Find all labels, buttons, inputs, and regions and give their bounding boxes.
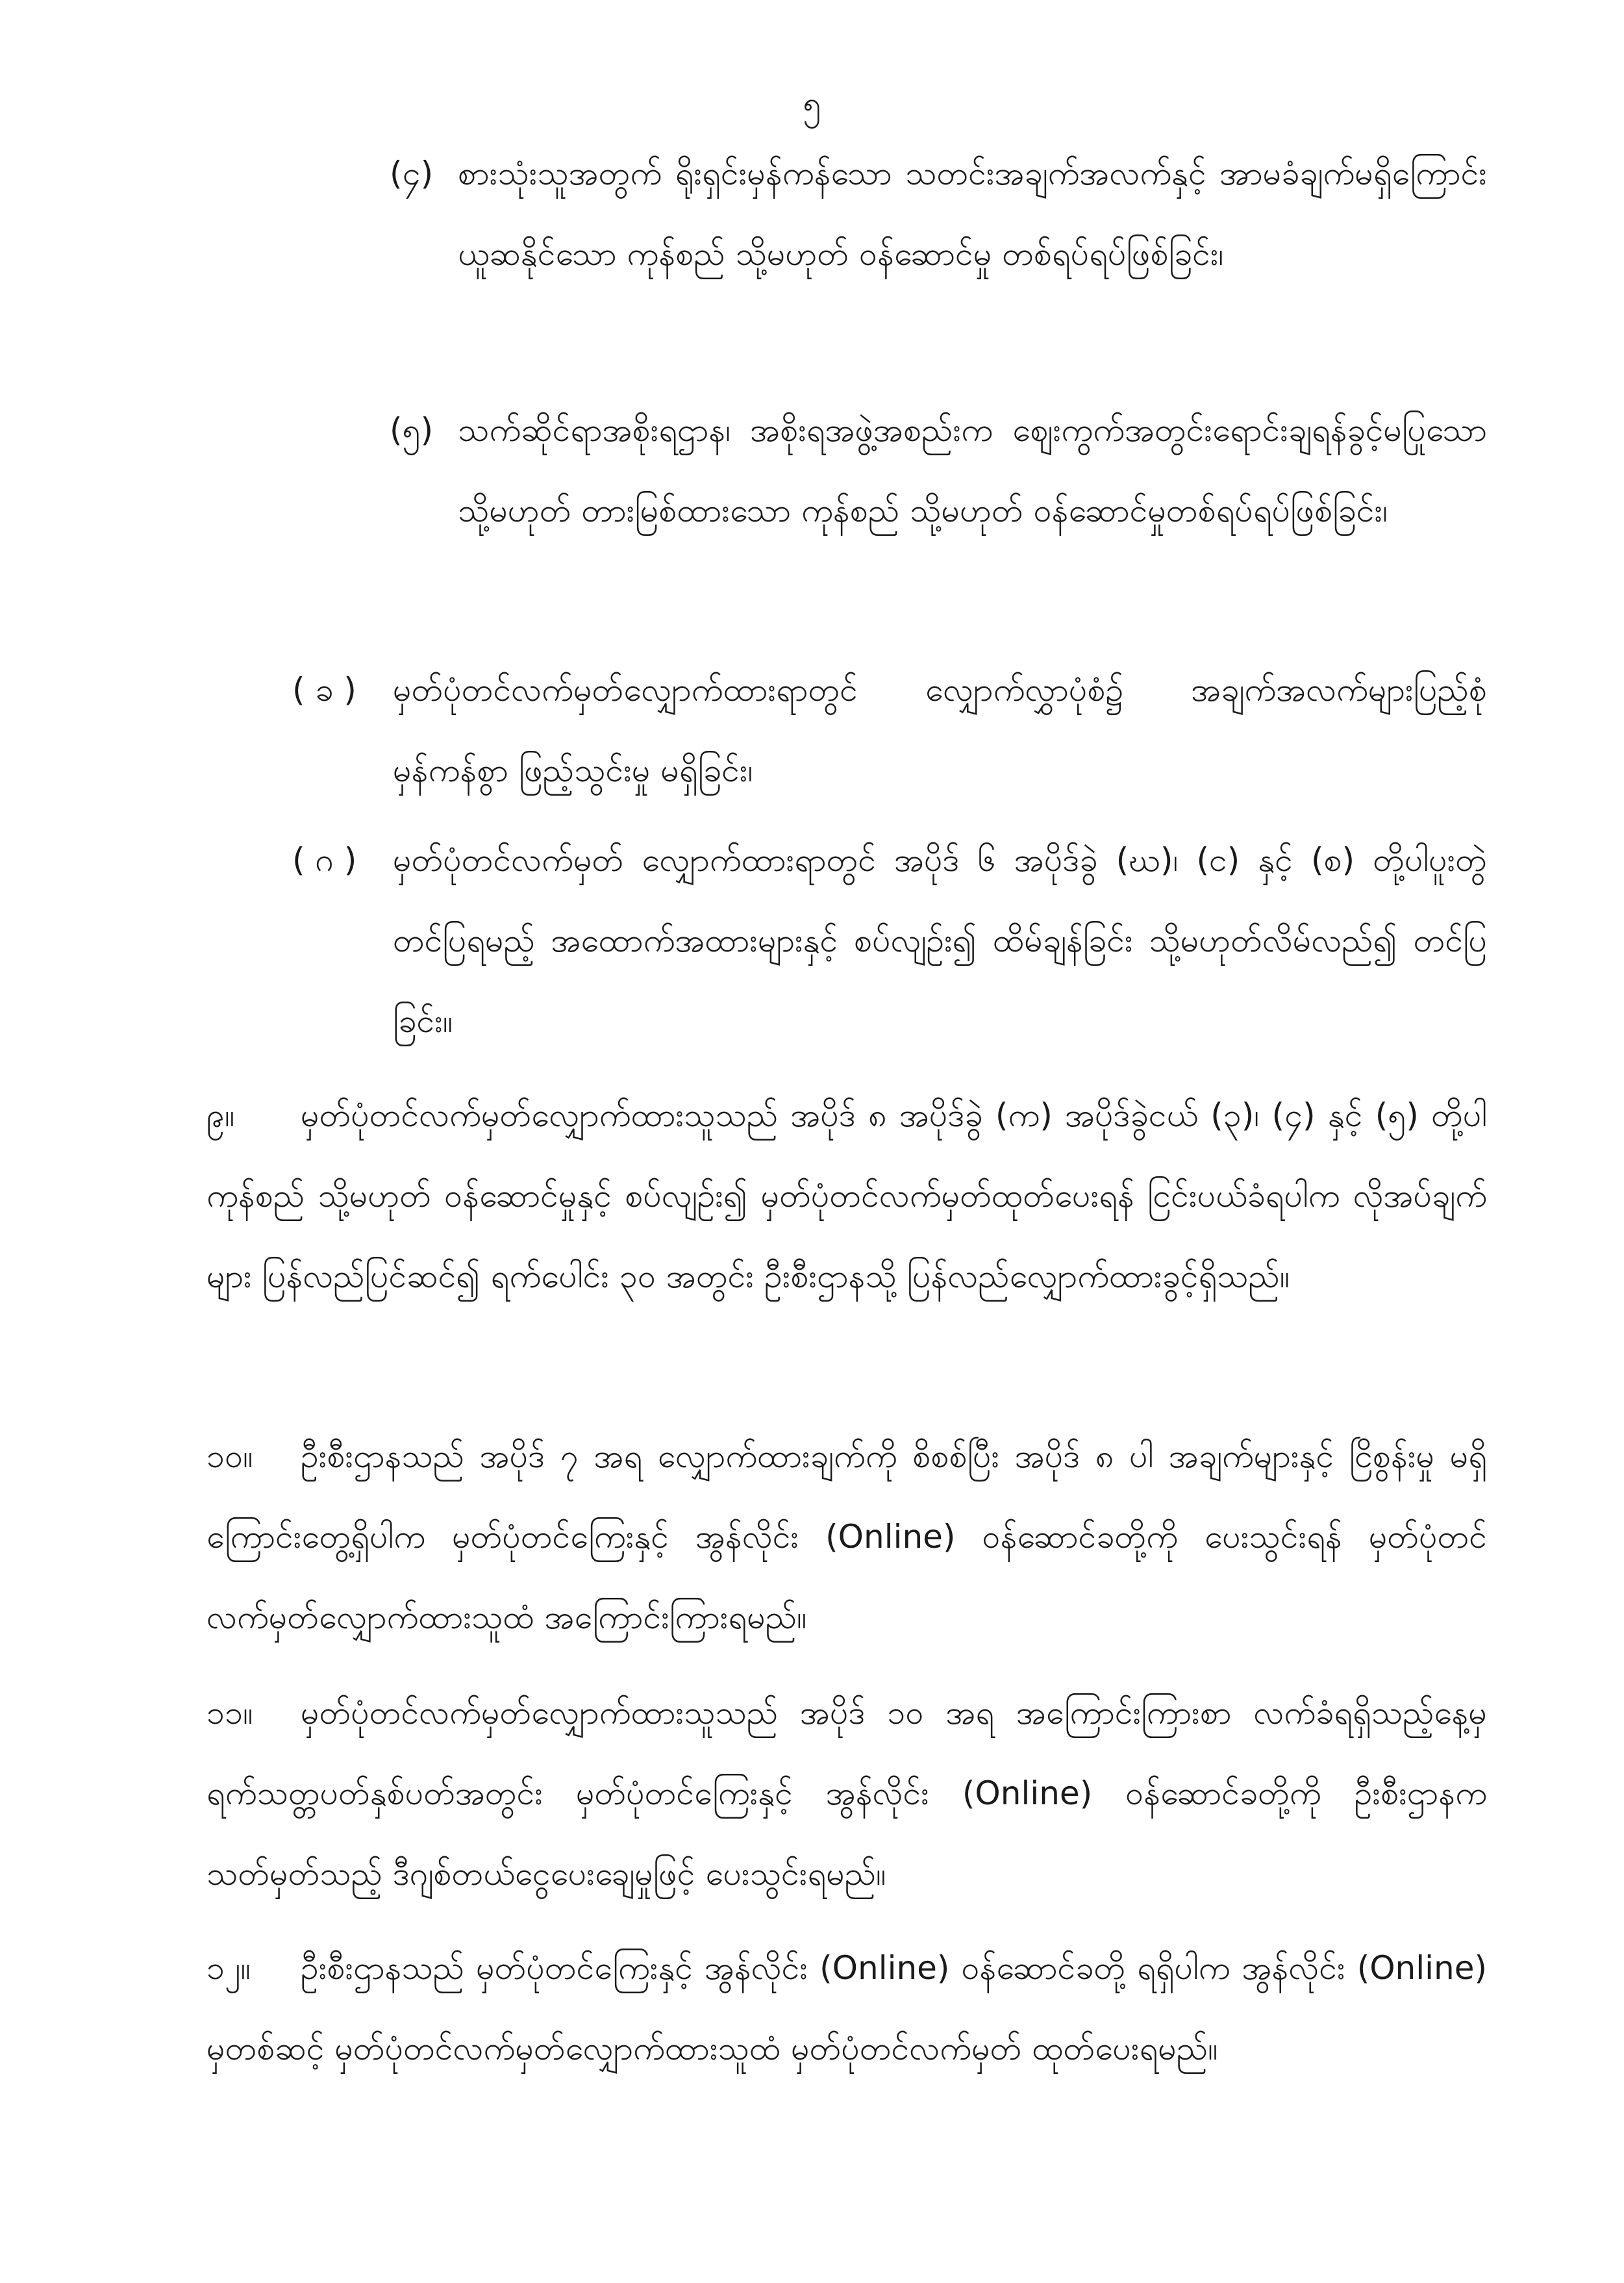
clause-marker: ( ခ ) [292, 671, 356, 709]
page-number: ၅ [803, 84, 821, 122]
clause-text: မှတ်ပုံတင်လက်မှတ် လျှောက်ထားရာတွင် အပိုဒ် ၆ အပိုဒ်ခွဲ (ဃ)၊ (င) နှင့် (စ) တို့ပါပူးတွဲတင်ပြရမည့် အထောက်အထားများနှင့် စပ်လျဉ်း၍ ထိမ်ချန်ခြင်း သို့မဟုတ်လိမ်လည်၍ တင်ပြခြင်း။ [393, 841, 1487, 1040]
clause-marker: (၄) [390, 155, 434, 192]
clause-marker: (၅) [390, 411, 434, 449]
section-text: မှတ်ပုံတင်လက်မှတ်လျှောက်ထားသူသည် အပိုဒ် ၈ အပိုဒ်ခွဲ (က) အပိုဒ်ခွဲငယ် (၃)၊ (၄) နှင့် (၅) တို့ပါ ကုန်စည် သို့မဟုတ် ဝန်ဆောင်မှုနှင့် စပ်လျဉ်း၍ မှတ်ပုံတင်လက်မှတ်ထုတ်ပေးရန် ငြင်းပယ်ခံရပါက လိုအပ်ချက်များ ပြန်လည်ပြင်ဆင်၍ ရက်ပေါင်း ၃၀ အတွင်း ဦးစီးဌာနသို့ ပြန်လည်လျှောက်ထားခွင့်ရှိသည်။ [206, 1096, 1487, 1295]
clause-text: သက်ဆိုင်ရာအစိုးရဌာန၊ အစိုးရအဖွဲ့အစည်းက ဈေးကွက်အတွင်းရောင်းချရန်ခွင့်မပြုသော သို့မဟုတ် တားမြစ်ထားသော ကုန်စည် သို့မဟုတ် ဝန်ဆောင်မှုတစ်ရပ်ရပ်ဖြစ်ခြင်း၊ [458, 411, 1487, 529]
section-marker: ၉။ [206, 1096, 235, 1134]
section-text: ဦးစီးဌာနသည် အပိုဒ် ၇ အရ လျှောက်ထားချက်ကို စိစစ်ပြီး အပိုဒ် ၈ ပါ အချက်များနှင့် ငြိစွန်းမှု မရှိကြောင်းတွေ့ရှိပါက မှတ်ပုံတင်ကြေးနှင့် အွန်လိုင်း (Online) ဝန်ဆောင်ခတို့ကို ပေးသွင်းရန် မှတ်ပုံတင်လက်မှတ်လျှောက်ထားသူထံ အကြောင်းကြားရမည်။ [206, 1437, 1487, 1636]
clause-text: စားသုံးသူအတွက် ရိုးရှင်းမှန်ကန်သော သတင်းအချက်အလက်နှင့် အာမခံချက်မရှိကြောင်း ယူဆနိုင်သော ကုန်စည် သို့မဟုတ် ဝန်ဆောင်မှု တစ်ရပ်ရပ်ဖြစ်ခြင်း၊ [458, 155, 1487, 273]
section-marker: ၁၀။ [206, 1437, 253, 1475]
section-marker: ၁၂။ [206, 1949, 251, 1987]
clause-text: မှတ်ပုံတင်လက်မှတ်လျှောက်ထားရာတွင် လျှောက်လွှာပုံစံ၌ အချက်အလက်များပြည့်စုံမှန်ကန်စွာ ဖြည့်သွင်းမှု မရှိခြင်း၊ [393, 671, 1487, 789]
section-marker: ၁၁။ [206, 1694, 253, 1732]
section-text: မှတ်ပုံတင်လက်မှတ်လျှောက်ထားသူသည် အပိုဒ် ၁၀ အရ အကြောင်းကြားစာ လက်ခံရရှိသည့်နေ့မှ ရက်သတ္တပတ်နှစ်ပတ်အတွင်း မှတ်ပုံတင်ကြေးနှင့် အွန်လိုင်း (Online) ဝန်ဆောင်ခတို့ကို ဦးစီးဌာနက သတ်မှတ်သည့် ဒီဂျစ်တယ်ငွေပေးချေမှုဖြင့် ပေးသွင်းရမည်။ [206, 1694, 1487, 1893]
clause-marker: ( ဂ ) [292, 841, 357, 879]
section-text: ဦးစီးဌာနသည် မှတ်ပုံတင်ကြေးနှင့် အွန်လိုင်း (Online) ဝန်ဆောင်ခတို့ ရရှိပါက အွန်လိုင်း (Online) မှတစ်ဆင့် မှတ်ပုံတင်လက်မှတ်လျှောက်ထားသူထံ မှတ်ပုံတင်လက်မှတ် ထုတ်ပေးရမည်။ [206, 1949, 1487, 2067]
